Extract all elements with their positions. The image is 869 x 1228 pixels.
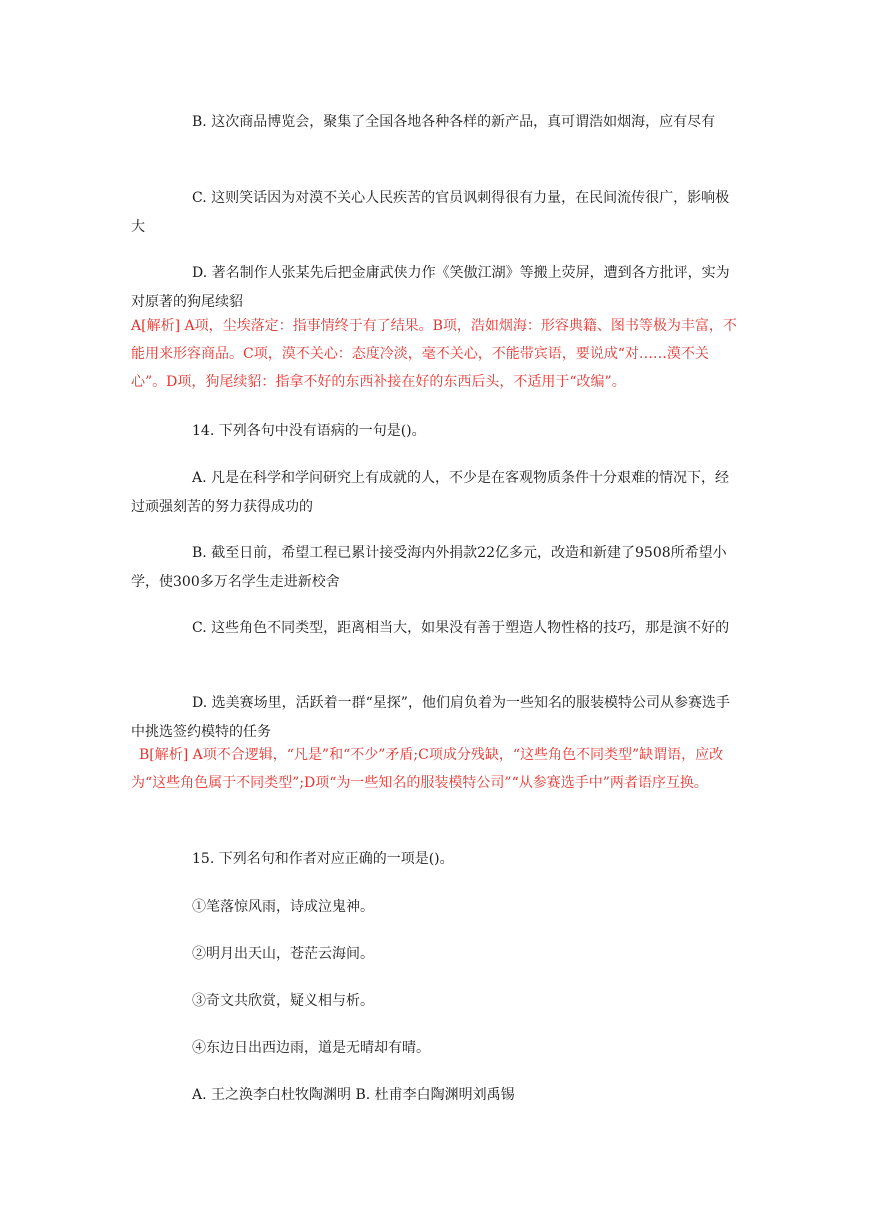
- q13-analysis: A[解析] A项，尘埃落定：指事情终于有了结果。B项，浩如烟海：形容典籍、图书等极为丰富，不能用来形容商品。C项，漠不关心：态度冷淡，毫不关心，不能带宾语，要说成“对……漠不关心”。D项，狗尾续貂：指拿不好的东西补接在好的东西后头，不适用于“改编”。: [131, 318, 737, 390]
- q15-line-2: ②明月出天山，苍茫云海间。: [192, 946, 374, 962]
- q13-option-d: D. 著名制作人张某先后把金庸武侠力作《笑傲江湖》等搬上荧屏，遭到各方批评，实为对原著的狗尾续貂: [131, 265, 730, 310]
- q15-line-1: ①笔落惊风雨，诗成泣鬼神。: [192, 899, 374, 915]
- q14-option-b: B. 截至日前，希望工程已累计接受海内外捐款22亿多元，改造和新建了9508所希望小学，使300多万名学生走进新校舍: [131, 545, 727, 590]
- q14-analysis: B[解析] A项不合逻辑，“凡是”和“不少”矛盾;C项成分残缺，“这些角色不同类型”缺谓语，应改为“这些角色属于不同类型”;D项“为一些知名的服装模特公司”“从参赛选手中”两者语序互换。: [131, 747, 724, 791]
- q14-option-a: A. 凡是在科学和学问研究上有成就的人，不少是在客观物质条件十分艰难的情况下，经过顽强刻苦的努力获得成功的: [131, 470, 730, 515]
- q15-line-3: ③奇文共欣赏，疑义相与析。: [192, 993, 374, 1009]
- q13-option-c: C. 这则笑话因为对漠不关心人民疾苦的官员讽刺得很有力量，在民间流传很广，影响极大: [131, 190, 730, 235]
- q14-question: 14. 下列各句中没有语病的一句是()。: [192, 423, 426, 439]
- q13-option-b: B. 这次商品博览会，聚集了全国各地各种各样的新产品，真可谓浩如烟海，应有尽有: [192, 114, 716, 130]
- q14-option-d: D. 选美赛场里，活跃着一群“星探”，他们肩负着为一些知名的服装模特公司从参赛选手中挑选签约模特的任务: [131, 695, 730, 740]
- q15-question: 15. 下列名句和作者对应正确的一项是()。: [192, 851, 454, 867]
- q14-option-c: C. 这些角色不同类型，距离相当大，如果没有善于塑造人物性格的技巧，那是演不好的: [192, 620, 730, 636]
- q15-options-ab: A. 王之涣李白杜牧陶渊明 B. 杜甫李白陶渊明刘禹锡: [192, 1087, 515, 1103]
- q15-line-4: ④东边日出西边雨，道是无晴却有晴。: [192, 1040, 430, 1056]
